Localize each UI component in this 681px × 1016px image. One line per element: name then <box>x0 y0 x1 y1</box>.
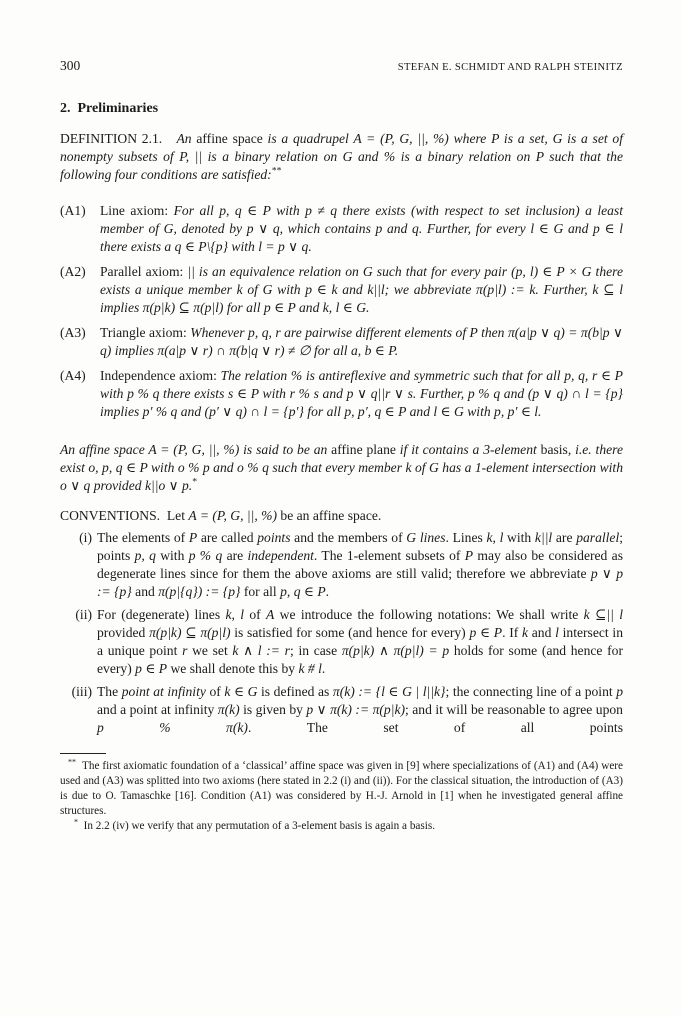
axiom-text-a1: Line axiom: For all p, q ∈ P with p ≠ q there exists (with respect to set inclusion) a least member of G, denoted by p ∨ q, which contains p and q. Further, for every l ∈ G and p ∈ l there exists a q ∈ P\{p} with l = p ∨ q. <box>100 203 623 254</box>
axiom-text-a3: Triangle axiom: Whenever p, q, r are pairwise different elements of P then π(a|p ∨ q) = π(b|p ∨ q) implies π(a|p ∨ r) ∩ π(b|q ∨ r) ≠ ∅ for all a, b ∈ P. <box>100 325 623 358</box>
footnote-block <box>60 753 623 834</box>
axiom-list <box>60 202 623 421</box>
footnote-double-star: ** The first axiomatic foundation of a ‘classical’ affine space was given in [9] where specializations of (A1) and (A4) were used and (A3) was splitted into two axioms (here stated in 2.2 (i) and (ii)). For the classical situation, the introduction of (A3) is due to O. Tamaschke [16]. Condition (A1) was considered by H.-J. Arnold in [1] when he investigated general affine structures. <box>60 757 623 817</box>
conventions-paragraph: CONVENTIONS. Let A = (P, G, ||, %) be an affine space. <box>60 508 382 523</box>
axiom-text-a2: Parallel axiom: || is an equivalence relation on G such that for every pair (p, l) ∈ P × G there exists a unique member k of G with p ∈ k and k||l; we abbreviate π(p|l) := k. Further, k ⊆ l implies π(p|k) ⊆ π(p|l) for all p ∈ P and k, l ∈ G. <box>100 264 623 315</box>
conventions-label-i: (i) <box>79 530 92 545</box>
conventions-list <box>60 529 623 737</box>
axiom-item-a3 <box>60 324 623 360</box>
conventions-item-i <box>60 529 623 601</box>
axiom-item-a2 <box>60 263 623 317</box>
footnote-single-star: * In 2.2 (iv) we verify that any permutation of a 3-element basis is again a basis. <box>74 817 435 832</box>
text-block <box>60 58 623 834</box>
page-number: 300 <box>60 58 81 73</box>
conventions-text-i: The elements of P are called points and the members of G lines. Lines k, l with k||l are parallel; points p, q with p % q are independent. The 1-element subsets of P may also be considered as degenerate lines since for them the above axioms are still valid; therefore we abbreviate p ∨ p := {p} and π(p|{q}) := {p} for all p, q ∈ P. <box>97 530 624 599</box>
definition-paragraph: DEFINITION 2.1. An affine space is a quadrupel A = (P, G, ||, %) where P is a set, G is a set of nonempty subsets of P, || is a binary relation on G and % is a binary relation on P such that the following four conditions are satisfied:** <box>60 131 624 182</box>
conventions-label-iii: (iii) <box>71 684 92 699</box>
footnote-rule <box>60 753 106 754</box>
conventions-text-ii: For (degenerate) lines k, l of A we introduce the following notations: We shall write k ⊆|| l provided π(p|k) ⊆ π(p|l) is satisfied for some (and hence for every) p ∈ P. If k and l intersect in a unique point r we set k ∧ l := r; in case π(p|k) ∧ π(p|l) = p holds for some (and hence for every) p ∈ P we shall denote this by k # l. <box>97 607 624 676</box>
affine-plane-paragraph: An affine space A = (P, G, ||, %) is said to be an affine plane if it contains a 3-element basis, i.e. there exist o, p, q ∈ P with o % p and o % q such that every member k of G has a 1-element intersection with o ∨ q provided k||o ∨ p.* <box>60 442 623 493</box>
axiom-label-a4: (A4) <box>60 368 86 383</box>
conventions-item-iii <box>60 683 623 737</box>
conventions-text-iii: The point at infinity of k ∈ G is defined as π(k) := {l ∈ G | l||k}; the connecting line of a point p and a point at infinity π(k) is given by p ∨ π(k) := π(p|k); and it will be reasonable to agree upon p % π(k). The set of all points <box>97 684 624 735</box>
axiom-label-a3: (A3) <box>60 325 86 340</box>
axiom-label-a1: (A1) <box>60 203 86 218</box>
axiom-item-a4 <box>60 367 623 421</box>
axiom-text-a4: Independence axiom: The relation % is antireflexive and symmetric such that for all p, q, r ∈ P with p % q there exists s ∈ P with r % s and p ∨ q||r ∨ s. Further, p % q and (p ∨ q) ∩ l = {p} implies p′ % q and (p′ ∨ q) ∩ l = {p′} for all p, p′, q ∈ P and l ∈ G with p, p′ ∈ l. <box>100 368 623 419</box>
running-head: STEFAN E. SCHMIDT AND RALPH STEINITZ <box>397 62 623 73</box>
page-header <box>60 58 623 74</box>
axiom-label-a2: (A2) <box>60 264 86 279</box>
section-heading: 2. Preliminaries <box>60 101 159 116</box>
axiom-item-a1 <box>60 202 623 256</box>
conventions-item-ii <box>60 606 623 678</box>
conventions-label-ii: (ii) <box>75 607 92 622</box>
